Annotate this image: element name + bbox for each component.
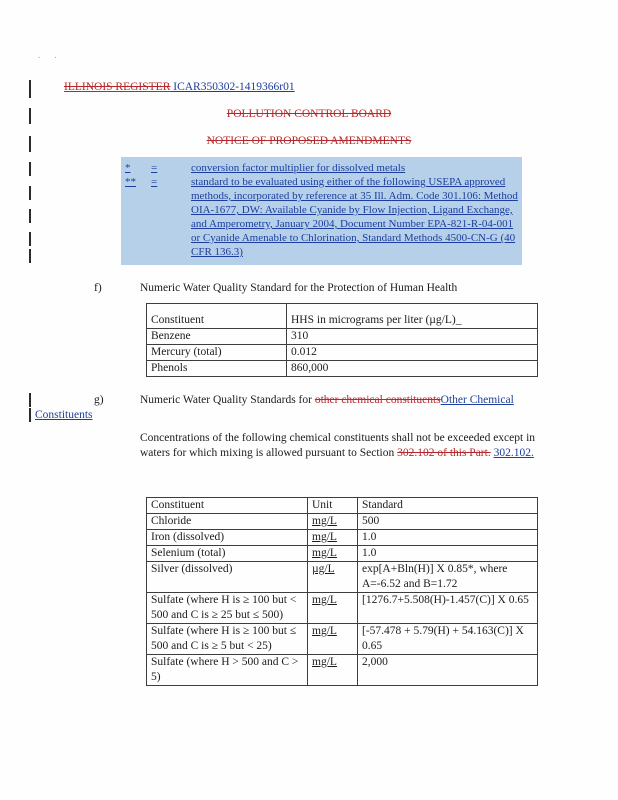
section-f-label: f) xyxy=(94,282,102,294)
cell-constituent: Silver (dissolved) xyxy=(147,562,308,593)
definition-symbol: ** xyxy=(125,176,136,188)
cell-unit: µg/L xyxy=(308,562,358,593)
definition-row xyxy=(125,161,518,175)
cell-constituent: Benzene xyxy=(147,329,287,345)
cell-unit: mg/L xyxy=(308,546,358,562)
cell-constituent: Selenium (total) xyxy=(147,546,308,562)
cell-constituent: Chloride xyxy=(147,514,308,530)
header-cell-standard: Standard xyxy=(358,498,538,514)
table-row xyxy=(147,345,538,361)
table-header-row xyxy=(147,498,538,514)
table-row xyxy=(147,655,538,686)
change-bar xyxy=(29,393,31,407)
table-row xyxy=(147,562,538,593)
notice-heading-text: NOTICE OF PROPOSED AMENDMENTS xyxy=(206,135,412,147)
cell-standard: 1.0 xyxy=(358,546,538,562)
cell-constituent: Sulfate (where H is ≥ 100 but < 500 and C is ≥ 25 but ≤ 500) xyxy=(147,593,308,624)
table-row xyxy=(147,530,538,546)
board-heading xyxy=(0,107,618,122)
section-g-paragraph xyxy=(140,431,548,461)
cell-constituent: Sulfate (where H is ≥ 100 but ≤ 500 and C is ≥ 5 but < 25) xyxy=(147,624,308,655)
cell-standard: 2,000 xyxy=(358,655,538,686)
table-row xyxy=(147,624,538,655)
header-cell-unit: Unit xyxy=(308,498,358,514)
change-bar xyxy=(29,209,31,223)
definition-text: conversion factor multiplier for dissolved metals xyxy=(191,162,406,174)
change-bar xyxy=(29,80,31,98)
cell-unit: mg/L xyxy=(308,593,358,624)
cell-unit: mg/L xyxy=(308,624,358,655)
cell-constituent: Phenols xyxy=(147,361,287,377)
table-row xyxy=(147,514,538,530)
inserted-definitions-block xyxy=(121,157,522,265)
header-cell-hhs: HHS in micrograms per liter (µg/L)_ xyxy=(287,304,538,329)
chemical-standards-table xyxy=(146,497,538,686)
cell-value: 860,000 xyxy=(287,361,538,377)
cell-standard: 1.0 xyxy=(358,530,538,546)
header-cell-constituent: Constituent xyxy=(147,498,308,514)
heading-struck-text: other chemical constituents xyxy=(314,394,441,406)
change-bar xyxy=(29,408,31,422)
cell-value: 310 xyxy=(287,329,538,345)
paragraph-struck-text: 302.102 of this Part. xyxy=(397,447,491,459)
heading-inserted-text: Other Chemical xyxy=(440,394,514,406)
notice-heading xyxy=(0,134,618,149)
cell-unit: mg/L xyxy=(308,514,358,530)
heading-text: Numeric Water Quality Standards for xyxy=(140,394,315,406)
cell-standard: exp[A+Bln(H)] X 0.85*, where A=-6.52 and B=1.72 xyxy=(358,562,538,593)
register-title: ILLINOIS REGISTER xyxy=(64,81,171,93)
equals-sign: = xyxy=(151,162,158,174)
cell-constituent: Iron (dissolved) xyxy=(147,530,308,546)
cell-value: 0.012 xyxy=(287,345,538,361)
section-f-heading: Numeric Water Quality Standard for the Protection of Human Health xyxy=(140,282,458,294)
cell-constituent: Mercury (total) xyxy=(147,345,287,361)
change-bar xyxy=(29,186,31,200)
table-row xyxy=(147,361,538,377)
change-bar xyxy=(29,249,31,263)
header-cell-constituent: Constituent xyxy=(147,304,287,329)
equals-sign: = xyxy=(151,176,158,188)
table-row xyxy=(147,329,538,345)
table-header-row xyxy=(147,304,538,329)
definition-symbol: * xyxy=(125,162,131,174)
table-row xyxy=(147,546,538,562)
board-heading-text: POLLUTION CONTROL BOARD xyxy=(226,108,392,120)
heading-inserted-wrap: Constituents xyxy=(35,409,93,421)
section-g-heading xyxy=(140,393,514,408)
table-row xyxy=(147,593,538,624)
section-g-label: g) xyxy=(94,394,104,406)
change-bar xyxy=(29,162,31,176)
scan-artifact: . . xyxy=(38,50,63,60)
paragraph-inserted-text: 302.102. xyxy=(493,447,534,459)
document-header xyxy=(64,80,295,95)
definition-row xyxy=(125,175,518,259)
cell-standard: [-57.478 + 5.79(H) + 54.163(C)] X 0.65 xyxy=(358,624,538,655)
cell-standard: [1276.7+5.508(H)-1.457(C)] X 0.65 xyxy=(358,593,538,624)
paragraph-text: Concentrations of the following chemical constituents shall not be exceeded except in waters for which mixing is allowed pursuant to Section xyxy=(140,432,536,459)
cell-constituent: Sulfate (where H > 500 and C > 5) xyxy=(147,655,308,686)
change-bar xyxy=(29,232,31,246)
document-id: ICAR350302-1419366r01 xyxy=(170,81,295,93)
definition-text: standard to be evaluated using either of the following USEPA approved methods, incorporated by reference at 35 Ill. Adm. Code 301.106: Method OIA-1677, DW: Available Cyanide by Flow Injection, Ligand Exchange, and Amperometry, January 2004, Document Number EPA-821-R-04-001 or Cyanide Amenable to Chlorination, Standard Methods 4500-CN-G (40 CFR 136.3) xyxy=(191,176,518,258)
cell-standard: 500 xyxy=(358,514,538,530)
cell-unit: mg/L xyxy=(308,530,358,546)
hhs-table xyxy=(146,303,538,377)
cell-unit: mg/L xyxy=(308,655,358,686)
